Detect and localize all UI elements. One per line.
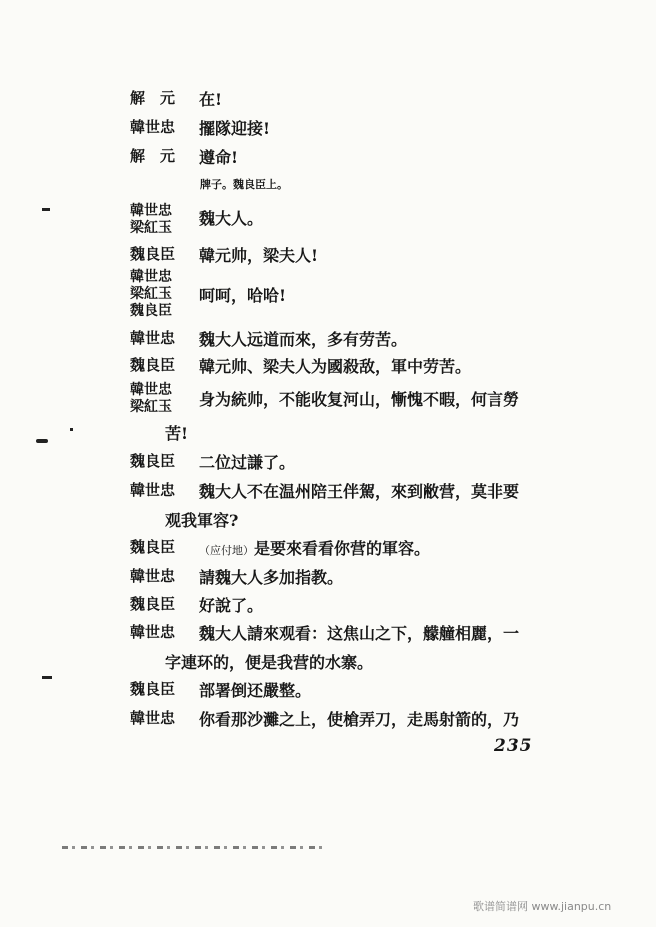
speaker-name: 解 元 xyxy=(130,147,176,165)
speech-text: 遵命! xyxy=(199,148,239,167)
speaker-name: 韓世忠 xyxy=(130,623,176,641)
scan-noise-strip xyxy=(62,846,322,849)
speech-text: 韓元帅、梁夫人为國殺敌，軍中劳苦。 xyxy=(199,357,472,376)
speaker-name: 魏良臣 xyxy=(130,356,176,374)
speech-text: 身为統帅，不能收复河山，慚愧不暇，何言勞 xyxy=(199,390,520,409)
speaker-name: 韓世忠 xyxy=(130,118,176,136)
stage-direction: 牌子。魏良臣上。 xyxy=(200,178,288,191)
speech-continuation: 观我軍容? xyxy=(165,511,239,530)
scan-speck xyxy=(42,676,52,679)
watermark: 歌谱简谱网 www.jianpu.cn xyxy=(473,900,612,913)
speech-text: 擺隊迎接! xyxy=(199,119,271,138)
speaker-name: 韓世忠 xyxy=(130,481,176,499)
speech-text: 魏大人不在温州陪王伴駕，來到敝营，莫非要 xyxy=(199,482,520,501)
scan-speck xyxy=(36,439,48,443)
page-number: 235 xyxy=(494,736,533,756)
speech-text: 在! xyxy=(199,90,223,109)
speech-text: 好說了。 xyxy=(199,596,264,615)
speech-text xyxy=(199,539,559,561)
speaker-name: 韓世忠 梁紅玉 xyxy=(130,382,172,415)
speech-body: 是要來看看你营的軍容。 xyxy=(254,539,431,558)
speaker-name: 魏良臣 xyxy=(130,452,176,470)
speaker-name: 韓世忠 xyxy=(130,709,176,727)
speaker-name: 魏良臣 xyxy=(130,245,176,263)
speech-text: 二位过謙了。 xyxy=(199,453,296,472)
speech-text: 呵呵，哈哈! xyxy=(199,286,287,305)
speech-continuation: 字連环的，便是我营的水寨。 xyxy=(165,653,374,672)
speaker-name: 魏良臣 xyxy=(130,538,176,556)
speech-text: 魏大人。 xyxy=(199,209,264,228)
inline-stage-direction: （应付地） xyxy=(199,544,254,557)
speaker-name: 韓世忠 xyxy=(130,567,176,585)
scan-speck xyxy=(42,208,50,211)
speech-text: 魏大人請來观看：这焦山之下，艨艟相麗，一 xyxy=(199,624,520,643)
speech-text: 你看那沙灘之上，使槍弄刀，走馬射箭的，乃 xyxy=(199,710,520,729)
speech-text: 魏大人远道而來，多有劳苦。 xyxy=(199,330,408,349)
speaker-name: 韓世忠 xyxy=(130,329,176,347)
speaker-name: 魏良臣 xyxy=(130,680,176,698)
speech-text: 韓元帅，梁夫人! xyxy=(199,246,319,265)
speaker-name: 韓世忠 梁紅玉 xyxy=(130,203,172,236)
speech-continuation: 苦! xyxy=(165,424,189,443)
speaker-name: 解 元 xyxy=(130,89,176,107)
speaker-name: 魏良臣 xyxy=(130,595,176,613)
speech-text: 請魏大人多加指教。 xyxy=(199,568,344,587)
scan-speck xyxy=(70,428,73,431)
speech-text: 部署倒还嚴整。 xyxy=(199,681,312,700)
speaker-name: 韓世忠 梁紅玉 魏良臣 xyxy=(130,269,172,319)
